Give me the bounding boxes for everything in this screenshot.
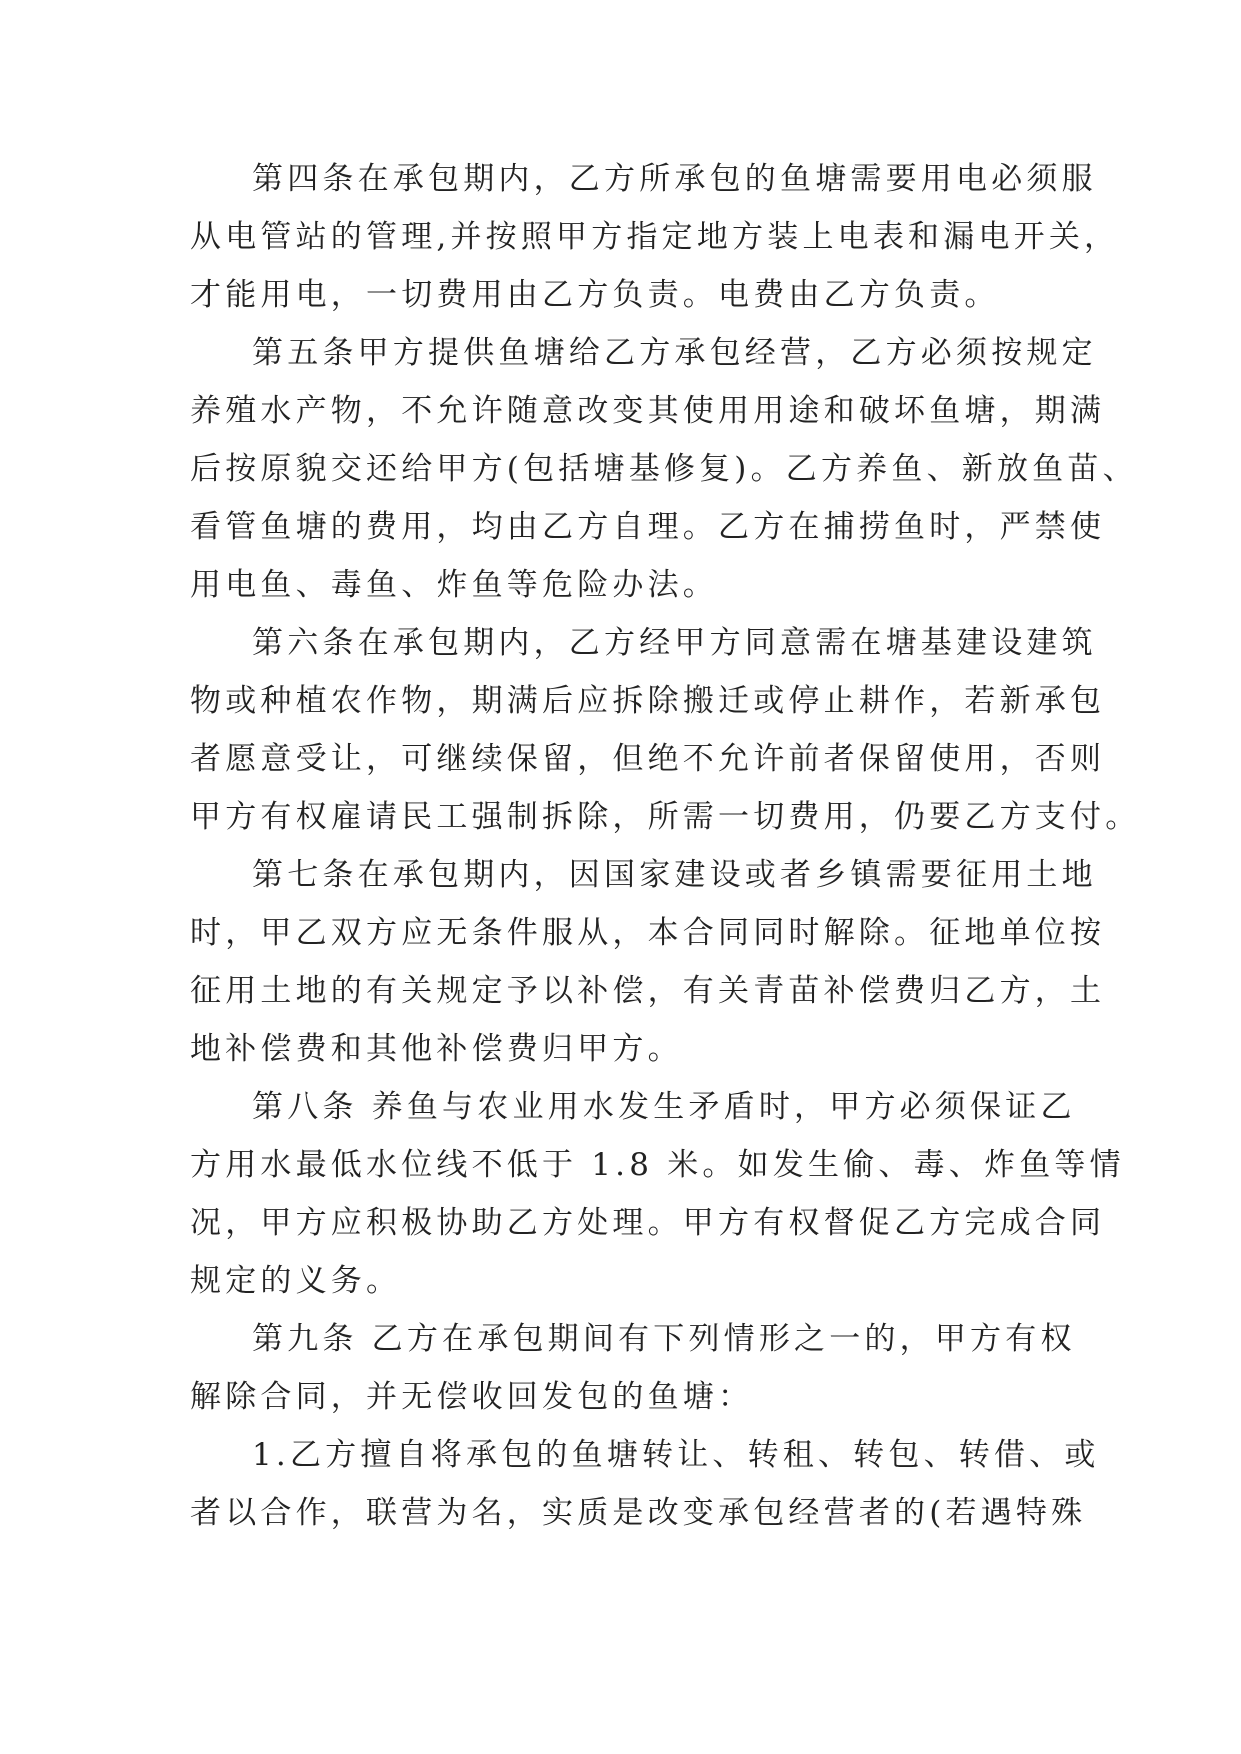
paragraph-line: 时，甲乙双方应无条件服从，本合同同时解除。征地单位按 (190, 915, 1106, 951)
paragraph-line: 物或种植农作物，期满后应拆除搬迁或停止耕作，若新承包 (190, 683, 1106, 719)
paragraph-first-line: 第六条在承包期内，乙方经甲方同意需在塘基建设建筑 (252, 625, 1097, 661)
paragraph-line: 规定的义务。 (190, 1263, 402, 1299)
paragraph-line: 解除合同，并无偿收回发包的鱼塘： (190, 1379, 754, 1415)
paragraph-line: 才能用电，一切费用由乙方负责。电费由乙方负责。 (190, 277, 1000, 313)
paragraph-first-line: 1.乙方擅自将承包的鱼塘转让、转租、转包、转借、或 (252, 1437, 1100, 1473)
paragraph-line: 甲方有权雇请民工强制拆除，所需一切费用，仍要乙方支付。 (190, 799, 1141, 835)
document-body (190, 150, 1141, 1542)
paragraph-first-line: 第七条在承包期内，因国家建设或者乡镇需要征用土地 (252, 857, 1097, 893)
paragraph-line: 用电鱼、毒鱼、炸鱼等危险办法。 (190, 567, 718, 603)
paragraph-first-line: 第八条 养鱼与农业用水发生矛盾时，甲方必须保证乙 (252, 1089, 1076, 1125)
paragraph-line: 者愿意受让，可继续保留，但绝不允许前者保留使用，否则 (190, 741, 1106, 777)
paragraph-first-line: 第四条在承包期内，乙方所承包的鱼塘需要用电必须服 (252, 161, 1097, 197)
paragraph-line: 征用土地的有关规定予以补偿，有关青苗补偿费归乙方，土 (190, 973, 1106, 1009)
paragraph-line: 者以合作，联营为名，实质是改变承包经营者的(若遇特殊 (190, 1495, 1087, 1531)
paragraph-line: 地补偿费和其他补偿费归甲方。 (190, 1031, 683, 1067)
paragraph-line: 方用水最低水位线不低于 1.8 米。如发生偷、毒、炸鱼等情 (190, 1147, 1125, 1183)
paragraph-line: 后按原貌交还给甲方(包括塘基修复)。乙方养鱼、新放鱼苗、 (190, 451, 1138, 487)
paragraph-first-line: 第九条 乙方在承包期间有下列情形之一的，甲方有权 (252, 1321, 1076, 1357)
paragraph-first-line: 第五条甲方提供鱼塘给乙方承包经营，乙方必须按规定 (252, 335, 1097, 371)
paragraph-line: 从电管站的管理,并按照甲方指定地方装上电表和漏电开关， (190, 219, 1120, 255)
paragraph-line: 况，甲方应积极协助乙方处理。甲方有权督促乙方完成合同 (190, 1205, 1106, 1241)
paragraph-line: 看管鱼塘的费用，均由乙方自理。乙方在捕捞鱼时，严禁使 (190, 509, 1106, 545)
paragraph-line: 养殖水产物，不允许随意改变其使用用途和破坏鱼塘，期满 (190, 393, 1106, 429)
